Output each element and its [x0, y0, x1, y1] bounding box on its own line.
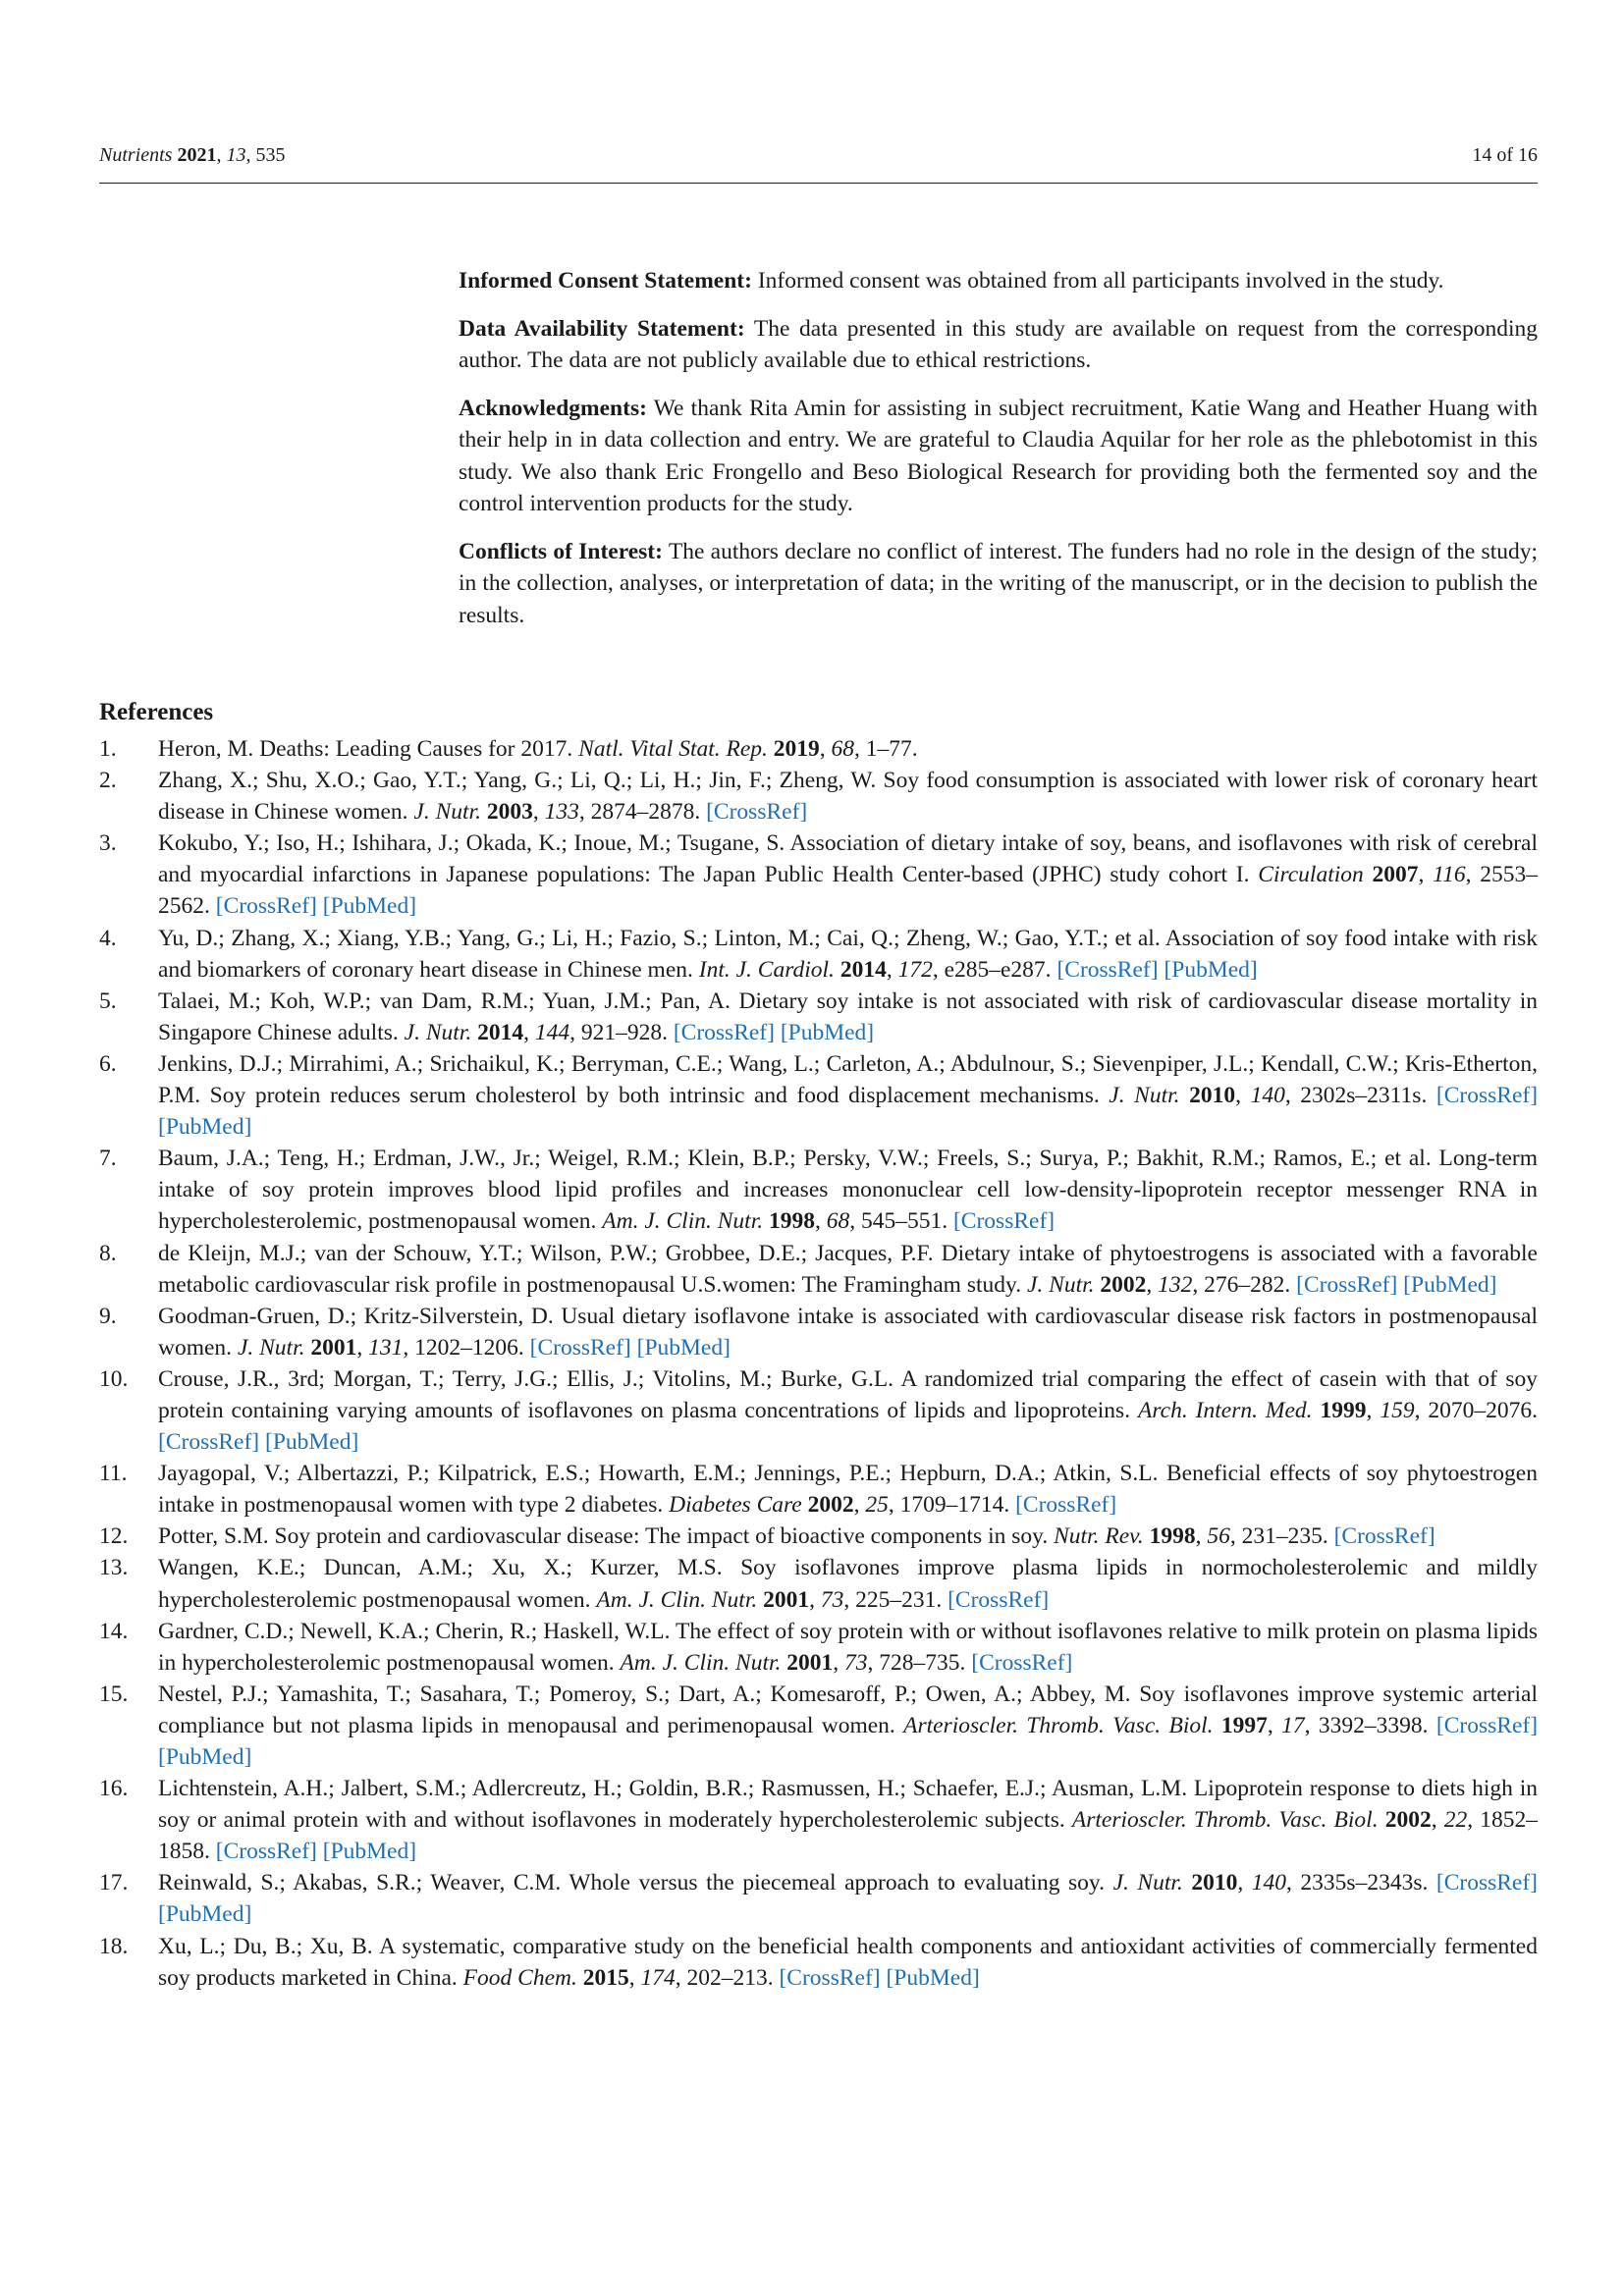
reference-authors-title: Lichtenstein, A.H.; Jalbert, S.M.; Adlercreutz, H.; Goldin, B.R.; Rasmussen, H.; Schaefer, E.J.; Ausman, L.M. Lipoprotein response to diets high in soy or animal protein with and without isoflavones in moderately hypercholesterolemic subjects.: [158, 1776, 1538, 1834]
reference-pages: 1202–1206.: [414, 1334, 524, 1361]
reference-year: 2007: [1372, 862, 1419, 888]
reference-item: [99, 733, 1538, 765]
reference-year: 1997: [1220, 1712, 1268, 1738]
reference-item: [99, 765, 1538, 828]
crossref-link[interactable]: [CrossRef]: [952, 1208, 1056, 1235]
reference-authors-title: Crouse, J.R., 3rd; Morgan, T.; Terry, J.G.; Ellis, J.; Vitolins, M.; Burke, G.L. A randomized trial comparing the effect of casein with that of soy protein containing varying amounts of isoflavones on plasma concentrations of lipids and lipoproteins.: [158, 1365, 1538, 1423]
reference-text: Jayagopal, V.; Albertazzi, P.; Kilpatrick, E.S.; Howarth, E.M.; Jennings, P.E.; Hepburn, D.A.; Atkin, S.L. Beneficial effects of soy phytoestrogen intake in postmenopausal women with type 2 diabetes. Diabetes Care 2002, 25, 1709–1714. [CrossRef]: [158, 1461, 1538, 1519]
reference-text: Wangen, K.E.; Duncan, A.M.; Xu, X.; Kurzer, M.S. Soy isoflavones improve plasma lipids in normocholesterolemic and mildly hypercholesterolemic postmenopausal women. Am. J. Clin. Nutr. 2001, 73, 225–231. [CrossRef]: [158, 1555, 1538, 1613]
pubmed-link[interactable]: [PubMed]: [636, 1334, 731, 1361]
reference-number: 5.: [99, 988, 117, 1014]
reference-item: [99, 1867, 1538, 1930]
crossref-link[interactable]: [CrossRef]: [215, 893, 317, 920]
reference-text: Zhang, X.; Shu, X.O.; Gao, Y.T.; Yang, G.; Li, Q.; Li, H.; Jin, F.; Zheng, W. Soy food consumption is associated with lower risk of coronary heart disease in Chinese women. J. Nutr. 2003, 133, 2874–2878. [CrossRef]: [158, 768, 1538, 826]
reference-journal: Arch. Intern. Med.: [1138, 1397, 1313, 1423]
reference-volume: 17: [1281, 1712, 1305, 1738]
statement-label: Conflicts of Interest:: [459, 538, 663, 564]
pubmed-link[interactable]: [PubMed]: [265, 1429, 359, 1456]
pubmed-link[interactable]: [PubMed]: [322, 893, 417, 920]
pubmed-link[interactable]: [PubMed]: [1403, 1271, 1497, 1298]
reference-item: [99, 1931, 1538, 1994]
journal-year: 2021: [177, 144, 217, 166]
reference-item: [99, 923, 1538, 986]
reference-journal: J. Nutr.: [1109, 1083, 1180, 1109]
reference-item: [99, 1048, 1538, 1143]
reference-year: 2014: [477, 1019, 524, 1045]
reference-volume: 132: [1158, 1271, 1193, 1298]
reference-number: 9.: [99, 1303, 117, 1329]
reference-volume: 68: [831, 736, 855, 762]
reference-journal: Am. J. Clin. Nutr.: [596, 1586, 758, 1613]
reference-item: [99, 1552, 1538, 1615]
reference-journal: Int. J. Cardiol.: [698, 956, 835, 983]
statement-text: The authors declare no conflict of interest. The funders had no role in the design of the study; in the collection, analyses, or interpretation of data; in the writing of the manuscript, or in the decision to publish the results.: [459, 538, 1539, 628]
crossref-link[interactable]: [CrossRef]: [158, 1429, 260, 1456]
reference-item: [99, 1521, 1538, 1552]
reference-pages: 2335s–2343s.: [1300, 1870, 1429, 1896]
reference-volume: 68: [826, 1208, 850, 1235]
reference-text: Potter, S.M. Soy protein and cardiovascular disease: The impact of bioactive components in soy. Nutr. Rev. 1998, 56, 231–235. [CrossRef]: [158, 1523, 1435, 1550]
reference-item: [99, 1238, 1538, 1301]
reference-item: [99, 1301, 1538, 1363]
reference-volume: 56: [1207, 1523, 1230, 1550]
references-heading: References: [99, 699, 214, 725]
reference-journal: Arterioscler. Thromb. Vasc. Biol.: [1071, 1807, 1379, 1834]
crossref-link[interactable]: [CrossRef]: [1015, 1492, 1117, 1519]
reference-year: 2001: [310, 1334, 357, 1361]
back-matter-statements: [459, 265, 1538, 647]
reference-number: 15.: [99, 1681, 129, 1707]
reference-pages: 2553–2562.: [158, 862, 1539, 920]
reference-journal: Food Chem.: [462, 1964, 577, 1991]
reference-text: Xu, L.; Du, B.; Xu, B. A systematic, comparative study on the beneficial health components and antioxidant activities of commercially fermented soy products marketed in China. Food Chem. 2015, 174, 202–213. [CrossRef] [PubMed]: [158, 1933, 1538, 1991]
article-number: 535: [255, 144, 286, 166]
reference-journal: Diabetes Care: [669, 1492, 802, 1519]
reference-pages: 202–213.: [686, 1964, 774, 1991]
pubmed-link[interactable]: [PubMed]: [158, 1901, 252, 1928]
reference-pages: 276–282.: [1204, 1271, 1291, 1298]
reference-year: 2003: [486, 799, 533, 826]
reference-text: Reinwald, S.; Akabas, S.R.; Weaver, C.M. Whole versus the piecemeal approach to evaluating soy. J. Nutr. 2010, 140, 2335s–2343s. [CrossRef] [PubMed]: [158, 1870, 1539, 1928]
pubmed-link[interactable]: [PubMed]: [1164, 956, 1258, 983]
reference-text: Heron, M. Deaths: Leading Causes for 2017. Natl. Vital Stat. Rep. 2019, 68, 1–77.: [158, 736, 918, 762]
reference-text: Yu, D.; Zhang, X.; Xiang, Y.B.; Yang, G.; Li, H.; Fazio, S.; Linton, M.; Cai, Q.; Zheng, W.; Gao, Y.T.; et al. Association of soy food intake with risk and biomarkers of coronary heart disease in Chinese men. Int. J. Cardiol. 2014, 172, e285–e287. [CrossRef] [PubMed]: [158, 925, 1538, 983]
reference-volume: 73: [844, 1649, 868, 1676]
reference-pages: 2302s–2311s.: [1300, 1083, 1428, 1109]
reference-pages: 1709–1714.: [899, 1492, 1010, 1519]
reference-year: 2001: [763, 1586, 810, 1613]
reference-text: Talaei, M.; Koh, W.P.; van Dam, R.M.; Yuan, J.M.; Pan, A. Dietary soy intake is not associated with risk of cardiovascular disease mortality in Singapore Chinese adults. J. Nutr. 2014, 144, 921–928. [CrossRef] [PubMed]: [158, 988, 1538, 1045]
reference-number: 4.: [99, 925, 117, 951]
reference-journal: J. Nutr.: [237, 1334, 305, 1361]
statement-text: We thank Rita Amin for assisting in subject recruitment, Katie Wang and Heather Huang with their help in in data collection and entry. We are grateful to Claudia Aquilar for her role as the phlebotomist in this study. We also thank Eric Frongello and Beso Biological Research for providing both the fermented soy and the control intervention products for the study.: [459, 395, 1539, 516]
reference-text: de Kleijn, M.J.; van der Schouw, Y.T.; Wilson, P.W.; Grobbee, D.E.; Jacques, P.F. Dietary intake of phytoestrogens is associated with a favorable metabolic cardiovascular risk profile in postmenopausal U.S.women: The Framingham study. J. Nutr. 2002, 132, 276–282. [CrossRef] [PubMed]: [158, 1240, 1538, 1298]
reference-item: [99, 986, 1538, 1048]
reference-year: 2014: [839, 956, 887, 983]
reference-text: Kokubo, Y.; Iso, H.; Ishihara, J.; Okada, K.; Inoue, M.; Tsugane, S. Association of dietary intake of soy, beans, and isoflavones with risk of cerebral and myocardial infarctions in Japanese populations: The Japan Public Health Center-based (JPHC) study cohort I. Circulation 2007, 116, 2553–2562. [CrossRef] [PubMed]: [158, 830, 1539, 920]
reference-number: 16.: [99, 1776, 129, 1802]
pubmed-link[interactable]: [PubMed]: [158, 1744, 252, 1770]
pubmed-link[interactable]: [PubMed]: [158, 1114, 252, 1141]
reference-volume: 131: [368, 1334, 404, 1361]
reference-item: [99, 1679, 1538, 1773]
reference-number: 18.: [99, 1933, 129, 1959]
pubmed-link[interactable]: [PubMed]: [322, 1839, 417, 1865]
page-number: 14 of 16: [1472, 144, 1538, 166]
reference-authors-title: Xu, L.; Du, B.; Xu, B. A systematic, comparative study on the beneficial health components and antioxidant activities of commercially fermented soy products marketed in China.: [158, 1933, 1538, 1991]
reference-journal: J. Nutr.: [413, 799, 481, 826]
reference-item: [99, 1773, 1538, 1867]
reference-number: 3.: [99, 830, 117, 857]
statement-label: Informed Consent Statement:: [459, 268, 752, 294]
reference-year: 2002: [1100, 1271, 1147, 1298]
reference-journal: Circulation: [1258, 862, 1364, 888]
reference-item: [99, 1616, 1538, 1679]
reference-journal: Am. J. Clin. Nutr.: [620, 1649, 782, 1676]
reference-pages: 1–77.: [865, 736, 918, 762]
reference-year: 2001: [786, 1649, 834, 1676]
reference-year: 1998: [1149, 1523, 1196, 1550]
reference-authors-title: Zhang, X.; Shu, X.O.; Gao, Y.T.; Yang, G.; Li, Q.; Li, H.; Jin, F.; Zheng, W. Soy food consumption is associated with lower risk of coronary heart disease in Chinese women.: [158, 768, 1538, 826]
reference-volume: 73: [820, 1586, 844, 1613]
reference-authors-title: Reinwald, S.; Akabas, S.R.; Weaver, C.M. Whole versus the piecemeal approach to evaluating soy.: [158, 1870, 1106, 1896]
crossref-link[interactable]: [CrossRef]: [529, 1334, 631, 1361]
reference-journal: Nutr. Rev.: [1054, 1523, 1144, 1550]
reference-pages: 728–735.: [879, 1649, 966, 1676]
reference-pages: e285–e287.: [944, 956, 1052, 983]
reference-text: Jenkins, D.J.; Mirrahimi, A.; Srichaikul, K.; Berryman, C.E.; Wang, L.; Carleton, A.; Abdulnour, S.; Sievenpiper, J.L.; Kendall, C.W.; Kris-Etherton, P.M. Soy protein reduces serum cholesterol by both intrinsic and food displacement mechanisms. J. Nutr. 2010, 140, 2302s–2311s. [CrossRef] [PubMed]: [158, 1050, 1539, 1141]
reference-year: 2015: [582, 1964, 629, 1991]
reference-journal: J. Nutr.: [1026, 1271, 1095, 1298]
crossref-link[interactable]: [CrossRef]: [215, 1839, 317, 1865]
crossref-link[interactable]: [CrossRef]: [673, 1019, 775, 1045]
crossref-link[interactable]: [CrossRef]: [947, 1586, 1050, 1613]
data-availability-statement: [459, 313, 1538, 377]
reference-volume: 140: [1250, 1083, 1285, 1109]
acknowledgments: [459, 393, 1538, 520]
reference-number: 2.: [99, 768, 117, 794]
reference-item: [99, 1458, 1538, 1521]
reference-number: 13.: [99, 1555, 129, 1581]
reference-authors-title: Potter, S.M. Soy protein and cardiovascular disease: The impact of bioactive components in soy.: [158, 1523, 1049, 1550]
conflicts-of-interest: [459, 536, 1538, 632]
reference-journal: J. Nutr.: [1112, 1870, 1183, 1896]
reference-pages: 2874–2878.: [590, 799, 701, 826]
pubmed-link[interactable]: [PubMed]: [780, 1019, 875, 1045]
pubmed-link[interactable]: [PubMed]: [886, 1964, 980, 1991]
crossref-link[interactable]: [CrossRef]: [706, 799, 808, 826]
crossref-link[interactable]: [CrossRef]: [1435, 1870, 1539, 1896]
reference-number: 6.: [99, 1050, 117, 1077]
reference-number: 8.: [99, 1240, 117, 1266]
reference-pages: 1852–1858.: [158, 1807, 1539, 1865]
reference-text: Nestel, P.J.; Yamashita, T.; Sasahara, T.; Pomeroy, S.; Dart, A.; Komesaroff, P.; Owen, A.; Abbey, M. Soy isoflavones improve systemic arterial compliance but not plasma lipids in menopausal and perimenopausal women. Arterioscler. Thromb. Vasc. Biol. 1997, 17, 3392–3398. [CrossRef] [PubMed]: [158, 1681, 1539, 1770]
reference-volume: 133: [544, 799, 579, 826]
reference-volume: 159: [1380, 1397, 1415, 1423]
reference-list: [99, 733, 1538, 1994]
reference-item: [99, 828, 1538, 922]
reference-year: 2010: [1189, 1083, 1236, 1109]
reference-pages: 231–235.: [1241, 1523, 1328, 1550]
reference-text: Baum, J.A.; Teng, H.; Erdman, J.W., Jr.; Weigel, R.M.; Klein, B.P.; Persky, V.W.; Freels, S.; Surya, P.; Bakhit, R.M.; Ramos, E.; et al. Long-term intake of soy protein improves blood lipid profiles and increases mononuclear cell low-density-lipoprotein receptor messenger RNA in hypercholesterolemic, postmenopausal women. Am. J. Clin. Nutr. 1998, 68, 545–551. [CrossRef]: [158, 1146, 1538, 1235]
reference-year: 1998: [768, 1208, 815, 1235]
reference-volume: 174: [640, 1964, 676, 1991]
reference-year: 2019: [773, 736, 820, 762]
reference-text: Lichtenstein, A.H.; Jalbert, S.M.; Adlercreutz, H.; Goldin, B.R.; Rasmussen, H.; Schaefer, E.J.; Ausman, L.M. Lipoprotein response to diets high in soy or animal protein with and without isoflavones in moderately hypercholesterolemic subjects. Arterioscler. Thromb. Vasc. Biol. 2002, 22, 1852–1858. [CrossRef] [PubMed]: [158, 1776, 1539, 1865]
page-header: [99, 142, 1538, 168]
reference-volume: 25: [865, 1492, 889, 1519]
journal-name: Nutrients: [99, 144, 173, 166]
journal-citation: Nutrients 2021, 13, 535: [99, 144, 286, 166]
reference-journal: Natl. Vital Stat. Rep.: [578, 736, 768, 762]
reference-authors-title: Jayagopal, V.; Albertazzi, P.; Kilpatrick, E.S.; Howarth, E.M.; Jennings, P.E.; Hepburn, D.A.; Atkin, S.L. Beneficial effects of soy phytoestrogen intake in postmenopausal women with type 2 diabetes.: [158, 1461, 1538, 1519]
statement-label: Acknowledgments:: [459, 395, 647, 421]
reference-pages: 225–231.: [855, 1586, 943, 1613]
crossref-link[interactable]: [CrossRef]: [1333, 1523, 1435, 1550]
reference-number: 1.: [99, 736, 117, 762]
reference-authors-title: Baum, J.A.; Teng, H.; Erdman, J.W., Jr.; Weigel, R.M.; Klein, B.P.; Persky, V.W.; Freels, S.; Surya, P.; Bakhit, R.M.; Ramos, E.; et al. Long-term intake of soy protein improves blood lipid profiles and increases mononuclear cell low-density-lipoprotein receptor messenger RNA in hypercholesterolemic, postmenopausal women.: [158, 1146, 1538, 1235]
reference-number: 7.: [99, 1146, 117, 1172]
reference-authors-title: Talaei, M.; Koh, W.P.; van Dam, R.M.; Yuan, J.M.; Pan, A. Dietary soy intake is not associated with risk of cardiovascular disease mortality in Singapore Chinese adults.: [158, 988, 1538, 1045]
reference-text: Gardner, C.D.; Newell, K.A.; Cherin, R.; Haskell, W.L. The effect of soy protein with or without isoflavones relative to milk protein on plasma lipids in hypercholesterolemic postmenopausal women. Am. J. Clin. Nutr. 2001, 73, 728–735. [CrossRef]: [158, 1618, 1538, 1676]
reference-pages: 921–928.: [580, 1019, 668, 1045]
crossref-link[interactable]: [CrossRef]: [1435, 1712, 1539, 1738]
crossref-link[interactable]: [CrossRef]: [971, 1649, 1073, 1676]
reference-pages: 3392–3398.: [1318, 1712, 1429, 1738]
statement-text: Informed consent was obtained from all participants involved in the study.: [757, 268, 1444, 294]
reference-text: Crouse, J.R., 3rd; Morgan, T.; Terry, J.G.; Ellis, J.; Vitolins, M.; Burke, G.L. A randomized trial comparing the effect of casein with that of soy protein containing varying amounts of isoflavones on plasma concentrations of lipids and lipoproteins. Arch. Intern. Med. 1999, 159, 2070–2076. [CrossRef] [PubMed]: [158, 1365, 1539, 1456]
crossref-link[interactable]: [CrossRef]: [779, 1964, 881, 1991]
reference-pages: 2070–2076.: [1428, 1397, 1539, 1423]
reference-journal: Arterioscler. Thromb. Vasc. Biol.: [903, 1712, 1214, 1738]
crossref-link[interactable]: [CrossRef]: [1296, 1271, 1398, 1298]
reference-number: 17.: [99, 1870, 129, 1896]
reference-number: 11.: [99, 1461, 128, 1487]
reference-authors-title: Wangen, K.E.; Duncan, A.M.; Xu, X.; Kurzer, M.S. Soy isoflavones improve plasma lipids in normocholesterolemic and mildly hypercholesterolemic postmenopausal women.: [158, 1555, 1538, 1613]
reference-authors-title: Goodman-Gruen, D.; Kritz-Silverstein, D. Usual dietary isoflavone intake is associated with cardiovascular disease risk factors in postmenopausal women.: [158, 1303, 1538, 1361]
reference-authors-title: Nestel, P.J.; Yamashita, T.; Sasahara, T.; Pomeroy, S.; Dart, A.; Komesaroff, P.; Owen, A.; Abbey, M. Soy isoflavones improve systemic arterial compliance but not plasma lipids in menopausal and perimenopausal women.: [158, 1681, 1538, 1738]
informed-consent-statement: [459, 265, 1538, 297]
crossref-link[interactable]: [CrossRef]: [1056, 956, 1159, 983]
reference-number: 12.: [99, 1523, 129, 1550]
header-rule: [99, 183, 1538, 184]
journal-volume: 13: [226, 144, 246, 166]
reference-year: 1999: [1320, 1397, 1367, 1423]
reference-volume: 172: [897, 956, 933, 983]
reference-volume: 144: [534, 1019, 570, 1045]
reference-volume: 140: [1251, 1870, 1286, 1896]
reference-year: 2002: [807, 1492, 854, 1519]
reference-authors-title: Jenkins, D.J.; Mirrahimi, A.; Srichaikul, K.; Berryman, C.E.; Wang, L.; Carleton, A.; Abdulnour, S.; Sievenpiper, J.L.; Kendall, C.W.; Kris-Etherton, P.M. Soy protein reduces serum cholesterol by both intrinsic and food displacement mechanisms.: [158, 1050, 1538, 1109]
crossref-link[interactable]: [CrossRef]: [1435, 1083, 1539, 1109]
reference-authors-title: de Kleijn, M.J.; van der Schouw, Y.T.; Wilson, P.W.; Grobbee, D.E.; Jacques, P.F. Dietary intake of phytoestrogens is associated with a favorable metabolic cardiovascular risk profile in postmenopausal U.S.women: The Framingham study.: [158, 1240, 1538, 1298]
reference-authors-title: Yu, D.; Zhang, X.; Xiang, Y.B.; Yang, G.; Li, H.; Fazio, S.; Linton, M.; Cai, Q.; Zheng, W.; Gao, Y.T.; et al. Association of soy food intake with risk and biomarkers of coronary heart disease in Chinese men.: [158, 925, 1538, 983]
reference-item: [99, 1143, 1538, 1237]
reference-volume: 22: [1443, 1807, 1468, 1834]
reference-authors-title: Heron, M. Deaths: Leading Causes for 2017.: [158, 736, 573, 762]
reference-journal: Am. J. Clin. Nutr.: [602, 1208, 764, 1235]
reference-number: 14.: [99, 1618, 129, 1644]
reference-journal: J. Nutr.: [404, 1019, 472, 1045]
reference-item: [99, 1363, 1538, 1458]
reference-year: 2002: [1384, 1807, 1432, 1834]
statement-text: The data presented in this study are available on request from the corresponding author. The data are not publicly available due to ethical restrictions.: [459, 315, 1538, 373]
reference-authors-title: Kokubo, Y.; Iso, H.; Ishihara, J.; Okada, K.; Inoue, M.; Tsugane, S. Association of dietary intake of soy, beans, and isoflavones with risk of cerebral and myocardial infarctions in Japanese populations: The Japan Public Health Center-based (JPHC) study cohort I.: [158, 830, 1538, 888]
statement-label: Data Availability Statement:: [459, 315, 745, 342]
reference-number: 10.: [99, 1365, 129, 1392]
reference-year: 2010: [1191, 1870, 1238, 1896]
reference-text: Goodman-Gruen, D.; Kritz-Silverstein, D. Usual dietary isoflavone intake is associated with cardiovascular disease risk factors in postmenopausal women. J. Nutr. 2001, 131, 1202–1206. [CrossRef] [PubMed]: [158, 1303, 1538, 1361]
reference-volume: 116: [1433, 862, 1466, 888]
reference-pages: 545–551.: [860, 1208, 948, 1235]
reference-authors-title: Gardner, C.D.; Newell, K.A.; Cherin, R.; Haskell, W.L. The effect of soy protein with or without isoflavones relative to milk protein on plasma lipids in hypercholesterolemic postmenopausal women.: [158, 1618, 1538, 1676]
